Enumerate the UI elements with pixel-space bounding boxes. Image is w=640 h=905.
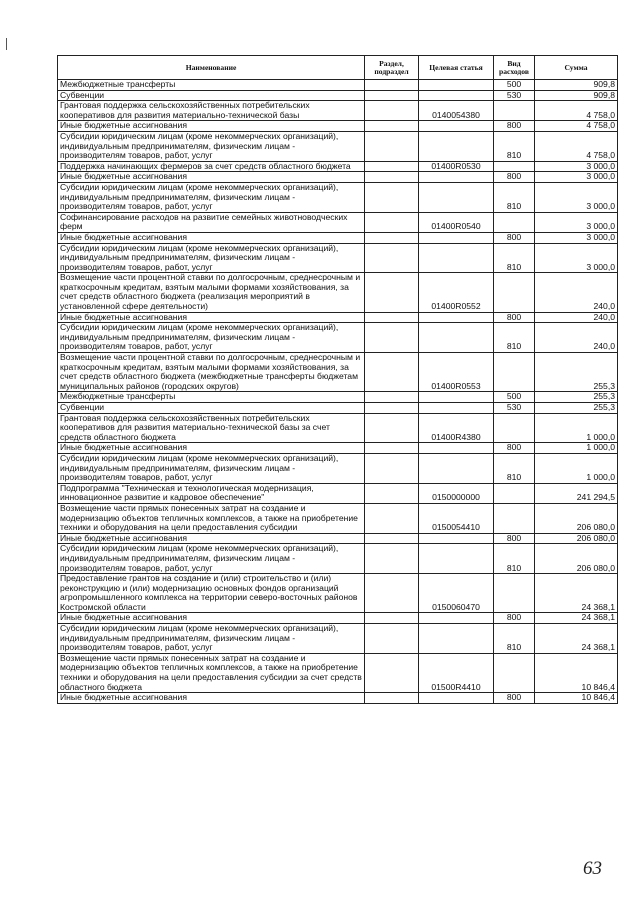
cell-target: 0140054380 [419,101,494,121]
table-row [58,90,618,101]
cell-section [365,613,419,624]
cell-name: Субсидии юридическим лицам (кроме некоммерческих организаций), индивидуальным предпринимателям, физическим лицам - производителям товаров, работ, услуг [58,624,365,654]
cell-expense-type: 810 [494,624,535,654]
cell-section [365,443,419,454]
cell-amount: 3 000,0 [535,182,618,212]
table-row [58,503,618,533]
cell-expense-type [494,212,535,232]
cell-name: Субсидии юридическим лицам (кроме некоммерческих организаций), индивидуальным предпринимателям, физическим лицам - производителям товаров, работ, услуг [58,323,365,353]
cell-expense-type: 800 [494,693,535,704]
table-row [58,121,618,132]
table-row [58,483,618,503]
cell-section [365,182,419,212]
cell-section [365,312,419,323]
table-row [58,80,618,91]
cell-name: Грантовая поддержка сельскохозяйственных потребительских кооперативов для развития материально-технической базы за счет средств областного бюджета [58,413,365,443]
cell-target: 0150060470 [419,574,494,613]
cell-expense-type: 500 [494,392,535,403]
cell-target [419,323,494,353]
cell-name: Иные бюджетные ассигнования [58,121,365,132]
cell-section [365,121,419,132]
cell-amount: 206 080,0 [535,544,618,574]
table-row [58,353,618,392]
cell-expense-type: 800 [494,533,535,544]
table-row [58,443,618,454]
cell-name: Иные бюджетные ассигнования [58,533,365,544]
header-amount: Сумма [535,56,618,80]
cell-name: Иные бюджетные ассигнования [58,443,365,454]
header-target: Целевая статья [419,56,494,80]
cell-section [365,693,419,704]
cell-section [365,172,419,183]
table-row [58,693,618,704]
cell-amount: 240,0 [535,273,618,312]
cell-expense-type: 810 [494,182,535,212]
table-row [58,323,618,353]
cell-expense-type: 810 [494,243,535,273]
cell-expense-type: 800 [494,443,535,454]
cell-target [419,453,494,483]
cell-expense-type: 800 [494,232,535,243]
table-row [58,413,618,443]
margin-mark [6,38,7,50]
cell-amount: 24 368,1 [535,574,618,613]
cell-section [365,653,419,692]
cell-expense-type [494,101,535,121]
cell-expense-type: 800 [494,613,535,624]
cell-amount: 240,0 [535,312,618,323]
cell-expense-type: 810 [494,453,535,483]
cell-target [419,533,494,544]
cell-name: Субвенции [58,90,365,101]
cell-target [419,312,494,323]
cell-amount: 24 368,1 [535,624,618,654]
cell-target [419,90,494,101]
cell-amount: 206 080,0 [535,503,618,533]
cell-name: Софинансирование расходов на развитие семейных животноводческих ферм [58,212,365,232]
table-row [58,574,618,613]
cell-target: 0150054410 [419,503,494,533]
cell-amount: 4 758,0 [535,121,618,132]
cell-name: Возмещение части прямых понесенных затрат на создание и модернизацию объектов тепличных комплексов, а также на приобретение техники и оборудования на цели предоставления субсидии [58,503,365,533]
cell-expense-type [494,413,535,443]
table-row [58,544,618,574]
cell-expense-type: 810 [494,323,535,353]
cell-target [419,182,494,212]
cell-amount: 3 000,0 [535,232,618,243]
cell-target: 01400R4380 [419,413,494,443]
cell-section [365,101,419,121]
cell-target [419,232,494,243]
cell-expense-type: 500 [494,80,535,91]
cell-amount: 3 000,0 [535,172,618,183]
cell-expense-type: 530 [494,90,535,101]
cell-name: Грантовая поддержка сельскохозяйственных потребительских кооперативов для развития материально-технической базы [58,101,365,121]
cell-amount: 4 758,0 [535,101,618,121]
table-body [58,80,618,704]
cell-amount: 3 000,0 [535,161,618,172]
cell-name: Иные бюджетные ассигнования [58,172,365,183]
cell-section [365,212,419,232]
header-name: Наименование [58,56,365,80]
cell-expense-type [494,483,535,503]
cell-amount: 24 368,1 [535,613,618,624]
cell-amount: 241 294,5 [535,483,618,503]
cell-amount: 240,0 [535,323,618,353]
cell-amount: 255,3 [535,392,618,403]
cell-name: Иные бюджетные ассигнования [58,232,365,243]
cell-section [365,533,419,544]
cell-name: Иные бюджетные ассигнования [58,312,365,323]
cell-section [365,323,419,353]
cell-target: 01400R0553 [419,353,494,392]
cell-amount: 3 000,0 [535,243,618,273]
cell-section [365,403,419,414]
cell-name: Межбюджетные трансферты [58,80,365,91]
cell-amount: 10 846,4 [535,653,618,692]
cell-amount: 255,3 [535,403,618,414]
cell-target [419,544,494,574]
cell-section [365,483,419,503]
cell-expense-type: 800 [494,172,535,183]
page-number: 63 [583,858,602,879]
cell-target [419,624,494,654]
cell-target [419,392,494,403]
table-row [58,533,618,544]
cell-expense-type [494,353,535,392]
cell-expense-type [494,653,535,692]
cell-amount: 3 000,0 [535,212,618,232]
cell-target: 0150000000 [419,483,494,503]
cell-target: 01400R0530 [419,161,494,172]
cell-expense-type [494,273,535,312]
table-row [58,392,618,403]
header-expense-type: Вид расходов [494,56,535,80]
cell-name: Подпрограмма "Техническая и технологическая модернизация, инновационное развитие и кадровое обеспечение" [58,483,365,503]
table-row [58,131,618,161]
table-row [58,624,618,654]
cell-name: Субвенции [58,403,365,414]
table-row [58,212,618,232]
cell-target: 01400R0552 [419,273,494,312]
cell-target [419,243,494,273]
cell-amount: 255,3 [535,353,618,392]
cell-amount: 1 000,0 [535,453,618,483]
cell-amount: 909,8 [535,90,618,101]
cell-name: Возмещение части прямых понесенных затрат на создание и модернизацию объектов тепличных комплексов, а также на приобретение техники и оборудования на цели предоставления субсидии за счет средств областного бюджета [58,653,365,692]
cell-target [419,131,494,161]
cell-section [365,353,419,392]
cell-expense-type: 810 [494,131,535,161]
table-header-row [58,56,618,80]
table-row [58,453,618,483]
cell-name: Субсидии юридическим лицам (кроме некоммерческих организаций), индивидуальным предпринимателям, физическим лицам - производителям товаров, работ, услуг [58,182,365,212]
cell-section [365,161,419,172]
cell-target: 01400R0540 [419,212,494,232]
cell-section [365,273,419,312]
cell-section [365,544,419,574]
cell-section [365,243,419,273]
cell-amount: 206 080,0 [535,533,618,544]
table-row [58,161,618,172]
cell-section [365,413,419,443]
cell-target: 01500R4410 [419,653,494,692]
cell-name: Межбюджетные трансферты [58,392,365,403]
header-section: Раздел, подраздел [365,56,419,80]
table-row [58,172,618,183]
cell-section [365,503,419,533]
cell-target [419,80,494,91]
table-row [58,653,618,692]
cell-section [365,392,419,403]
table-row [58,182,618,212]
cell-target [419,403,494,414]
cell-amount: 909,8 [535,80,618,91]
table-row [58,273,618,312]
cell-target [419,121,494,132]
table-row [58,403,618,414]
cell-section [365,131,419,161]
cell-section [365,624,419,654]
budget-table [57,55,618,704]
table-row [58,101,618,121]
cell-expense-type [494,161,535,172]
cell-name: Субсидии юридическим лицам (кроме некоммерческих организаций), индивидуальным предпринимателям, физическим лицам - производителям товаров, работ, услуг [58,131,365,161]
cell-name: Субсидии юридическим лицам (кроме некоммерческих организаций), индивидуальным предпринимателям, физическим лицам - производителям товаров, работ, услуг [58,544,365,574]
cell-section [365,453,419,483]
cell-target [419,693,494,704]
table-row [58,232,618,243]
cell-name: Иные бюджетные ассигнования [58,613,365,624]
cell-expense-type: 800 [494,312,535,323]
cell-name: Возмещение части процентной ставки по долгосрочным, среднесрочным и краткосрочным кредитам, взятым малыми формами хозяйствования, за счет средств областного бюджета (реализация мероприятий в установленной сфере деятельности) [58,273,365,312]
cell-name: Субсидии юридическим лицам (кроме некоммерческих организаций), индивидуальным предпринимателям, физическим лицам - производителям товаров, работ, услуг [58,453,365,483]
cell-amount: 10 846,4 [535,693,618,704]
cell-name: Возмещение части процентной ставки по долгосрочным, среднесрочным и краткосрочным кредитам, взятым малыми формами хозяйствования, за счет средств областного бюджета (межбюджетные трансферты бюджетам муниципальных районов (городских округов) [58,353,365,392]
cell-section [365,90,419,101]
cell-amount: 1 000,0 [535,413,618,443]
cell-amount: 4 758,0 [535,131,618,161]
cell-expense-type: 810 [494,544,535,574]
cell-name: Субсидии юридическим лицам (кроме некоммерческих организаций), индивидуальным предпринимателям, физическим лицам - производителям товаров, работ, услуг [58,243,365,273]
cell-target [419,443,494,454]
cell-expense-type [494,574,535,613]
table-row [58,613,618,624]
cell-expense-type: 800 [494,121,535,132]
cell-name: Предоставление грантов на создание и (или) строительство и (или) реконструкцию и (или) модернизацию основных фондов организаций агропромышленного комплекса на территории северо-восточных районов Костромской области [58,574,365,613]
cell-section [365,232,419,243]
cell-expense-type [494,503,535,533]
cell-section [365,574,419,613]
cell-expense-type: 530 [494,403,535,414]
cell-name: Иные бюджетные ассигнования [58,693,365,704]
cell-target [419,172,494,183]
cell-target [419,613,494,624]
cell-name: Поддержка начинающих фермеров за счет средств областного бюджета [58,161,365,172]
cell-amount: 1 000,0 [535,443,618,454]
cell-section [365,80,419,91]
table-row [58,243,618,273]
table-row [58,312,618,323]
